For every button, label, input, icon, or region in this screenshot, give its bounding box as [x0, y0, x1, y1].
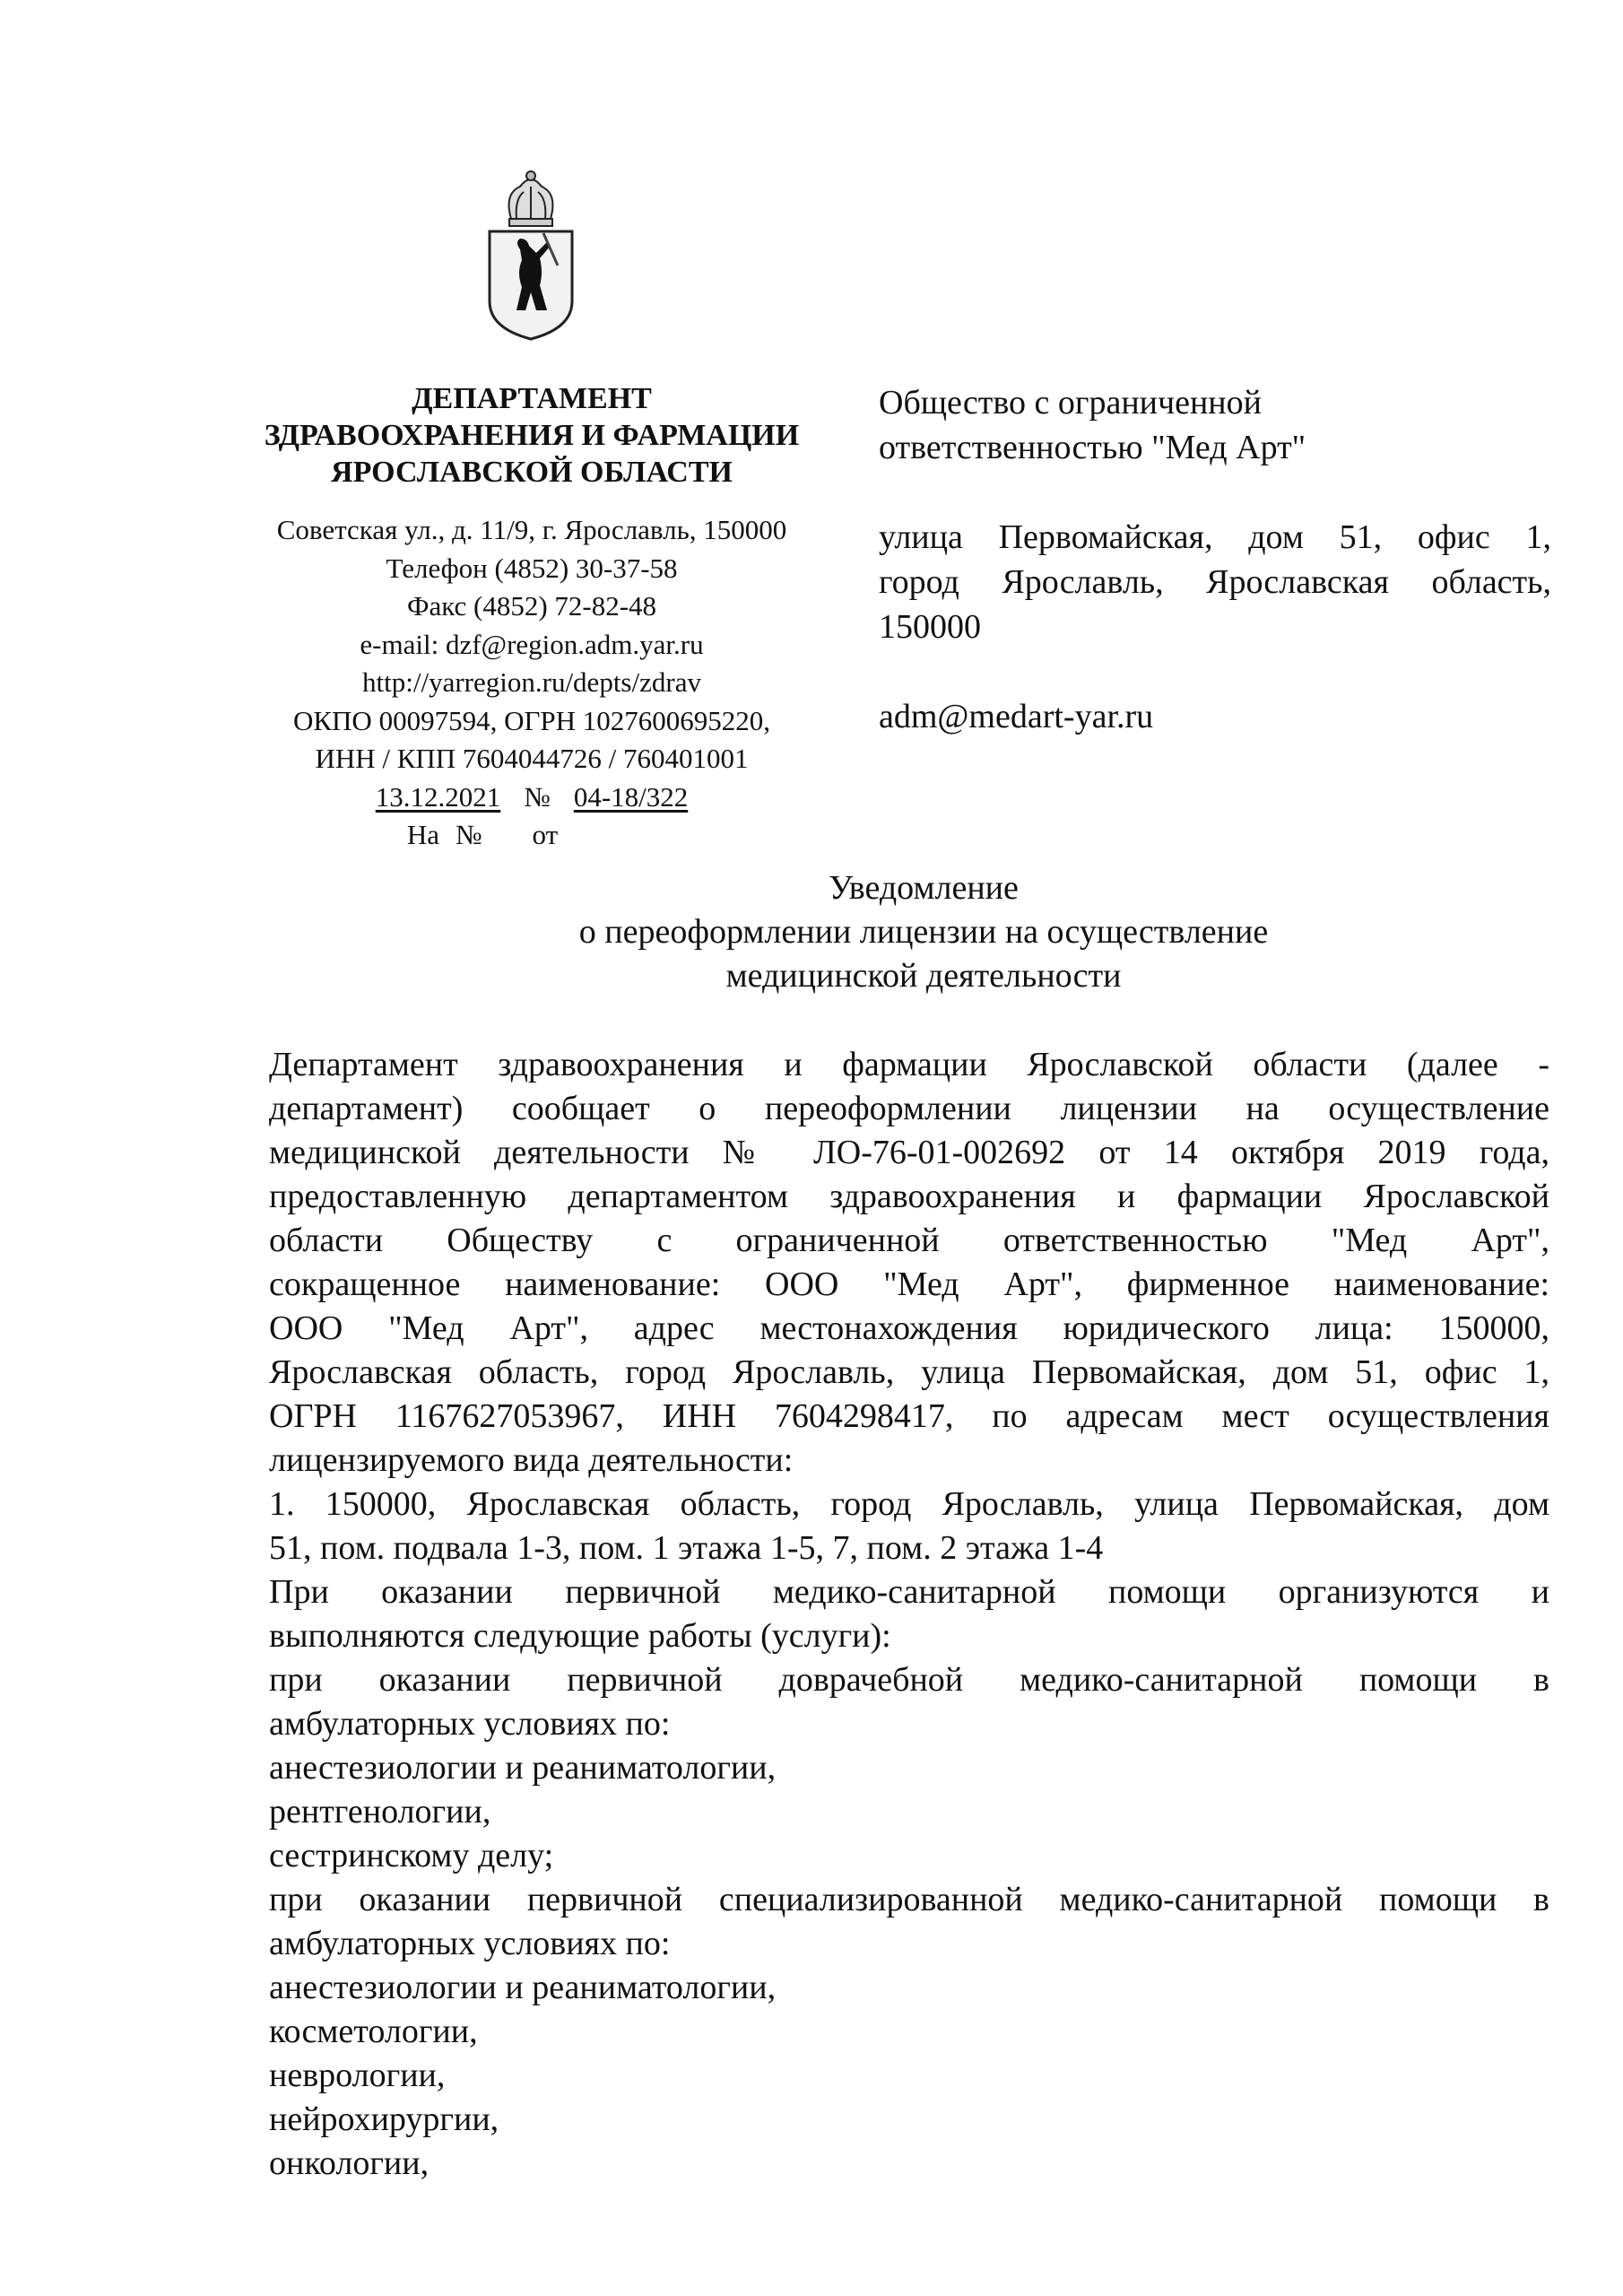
body-text-line: онкологии,	[269, 2144, 430, 2182]
body-text-line: рентгенологии,	[269, 1793, 491, 1831]
recipient-address-line: улица Первомайская, дом 51, офис 1,	[879, 518, 1551, 556]
department-website: http://yarregion.ru/depts/zdrav	[362, 666, 701, 698]
recipient-address-line: 150000	[879, 608, 981, 646]
recipient-name-line: ответственностью "Мед Арт"	[879, 429, 1306, 466]
body-text-line: области Обществу с ограниченной ответственностью "Мед Арт",	[269, 1222, 1549, 1259]
department-name-line: ДЕПАРТАМЕНТ	[412, 382, 652, 415]
department-address: Советская ул., д. 11/9, г. Ярославль, 150000	[276, 514, 787, 545]
body-text-line: сокращенное наименование: ООО "Мед Арт", фирменное наименование:	[269, 1265, 1549, 1303]
department-phone: Телефон (4852) 30-37-58	[386, 552, 678, 584]
body-text-line: ОГРН 1167627053967, ИНН 7604298417, по адресам мест осуществления	[269, 1397, 1549, 1435]
reply-from-label: от	[532, 819, 559, 850]
body-text-line: ООО "Мед Арт", адрес местонахождения юридического лица: 150000,	[269, 1309, 1549, 1347]
body-text-line: лицензируемого вида деятельности:	[269, 1441, 794, 1479]
recipient-name	[879, 380, 1551, 470]
document-title-line: медицинской деятельности	[725, 957, 1122, 995]
body-text-line: 51, пом. подвала 1-3, пом. 1 этажа 1-5, 7, пом. 2 этажа 1-4	[269, 1529, 1104, 1567]
document-number: 04-18/322	[573, 780, 689, 813]
department-email: e-mail: dzf@region.adm.yar.ru	[360, 628, 704, 660]
body-text-line: Департамент здравоохранения и фармации Ярославской области (далее -	[269, 1046, 1549, 1083]
reply-number-sign: №	[455, 819, 482, 850]
coat-of-arms-emblem	[484, 167, 577, 343]
number-sign: №	[524, 780, 551, 813]
document-title-line: Уведомление	[829, 869, 1019, 907]
department-tax-codes: ИНН / КПП 7604044726 / 760401001	[315, 743, 749, 774]
department-name	[208, 380, 855, 491]
body-text-line: косметологии,	[269, 2013, 478, 2050]
recipient-address-line: город Ярославль, Ярославская область,	[879, 563, 1551, 601]
body-text-line: 1. 150000, Ярославская область, город Ярославль, улица Первомайская, дом	[269, 1485, 1549, 1523]
department-fax: Факс (4852) 72-82-48	[406, 590, 657, 622]
incoming-reference	[109, 816, 855, 855]
body-text-line: анестезиологии и реаниматологии,	[269, 1749, 777, 1787]
recipient-address	[879, 515, 1551, 649]
body-text-line: амбулаторных условиях по:	[269, 1705, 671, 1743]
department-codes: ОКПО 00097594, ОГРН 1027600695220,	[292, 704, 771, 736]
recipient-block	[879, 380, 1551, 739]
body-text-line: предоставленную департаментом здравоохранения и фармации Ярославской	[269, 1178, 1549, 1215]
department-contacts	[208, 511, 855, 855]
recipient-name-line: Общество с ограниченной	[879, 384, 1262, 422]
department-name-line: ЯРОСЛАВСКОЙ ОБЛАСТИ	[331, 456, 733, 489]
body-text-line: выполняются следующие работы (услуги):	[269, 1617, 891, 1655]
document-date: 13.12.2021	[375, 780, 501, 813]
body-text-line: при оказании первичной доврачебной медико-санитарной помощи в	[269, 1661, 1549, 1699]
reply-on-label: На	[406, 819, 439, 850]
department-name-line: ЗДРАВООХРАНЕНИЯ И ФАРМАЦИИ	[264, 419, 800, 452]
outgoing-reference	[208, 778, 855, 817]
body-text-line: медицинской деятельности № ЛО-76-01-002692 от 14 октября 2019 года,	[269, 1134, 1549, 1171]
body-text-line: амбулаторных условиях по:	[269, 1925, 671, 1962]
body-text-line: При оказании первичной медико-санитарной помощи организуются и	[269, 1573, 1549, 1611]
body-text-line: нейрохирургии,	[269, 2100, 499, 2138]
body-text-line: департамент) сообщает о переоформлении лицензии на осуществление	[269, 1090, 1549, 1127]
document-body	[269, 1043, 1549, 2186]
body-text-line: неврологии,	[269, 2057, 446, 2094]
body-text-line: при оказании первичной специализированной медико-санитарной помощи в	[269, 1881, 1549, 1918]
document-title	[502, 866, 1345, 998]
body-text-line: сестринскому делу;	[269, 1837, 554, 1874]
recipient-email: adm@medart-yar.ru	[879, 698, 1154, 735]
body-text-line: Ярославская область, город Ярославль, улица Первомайская, дом 51, офис 1,	[269, 1353, 1549, 1391]
document-title-line: о переоформлении лицензии на осуществление	[578, 913, 1269, 951]
body-text-line: анестезиологии и реаниматологии,	[269, 1969, 777, 2006]
